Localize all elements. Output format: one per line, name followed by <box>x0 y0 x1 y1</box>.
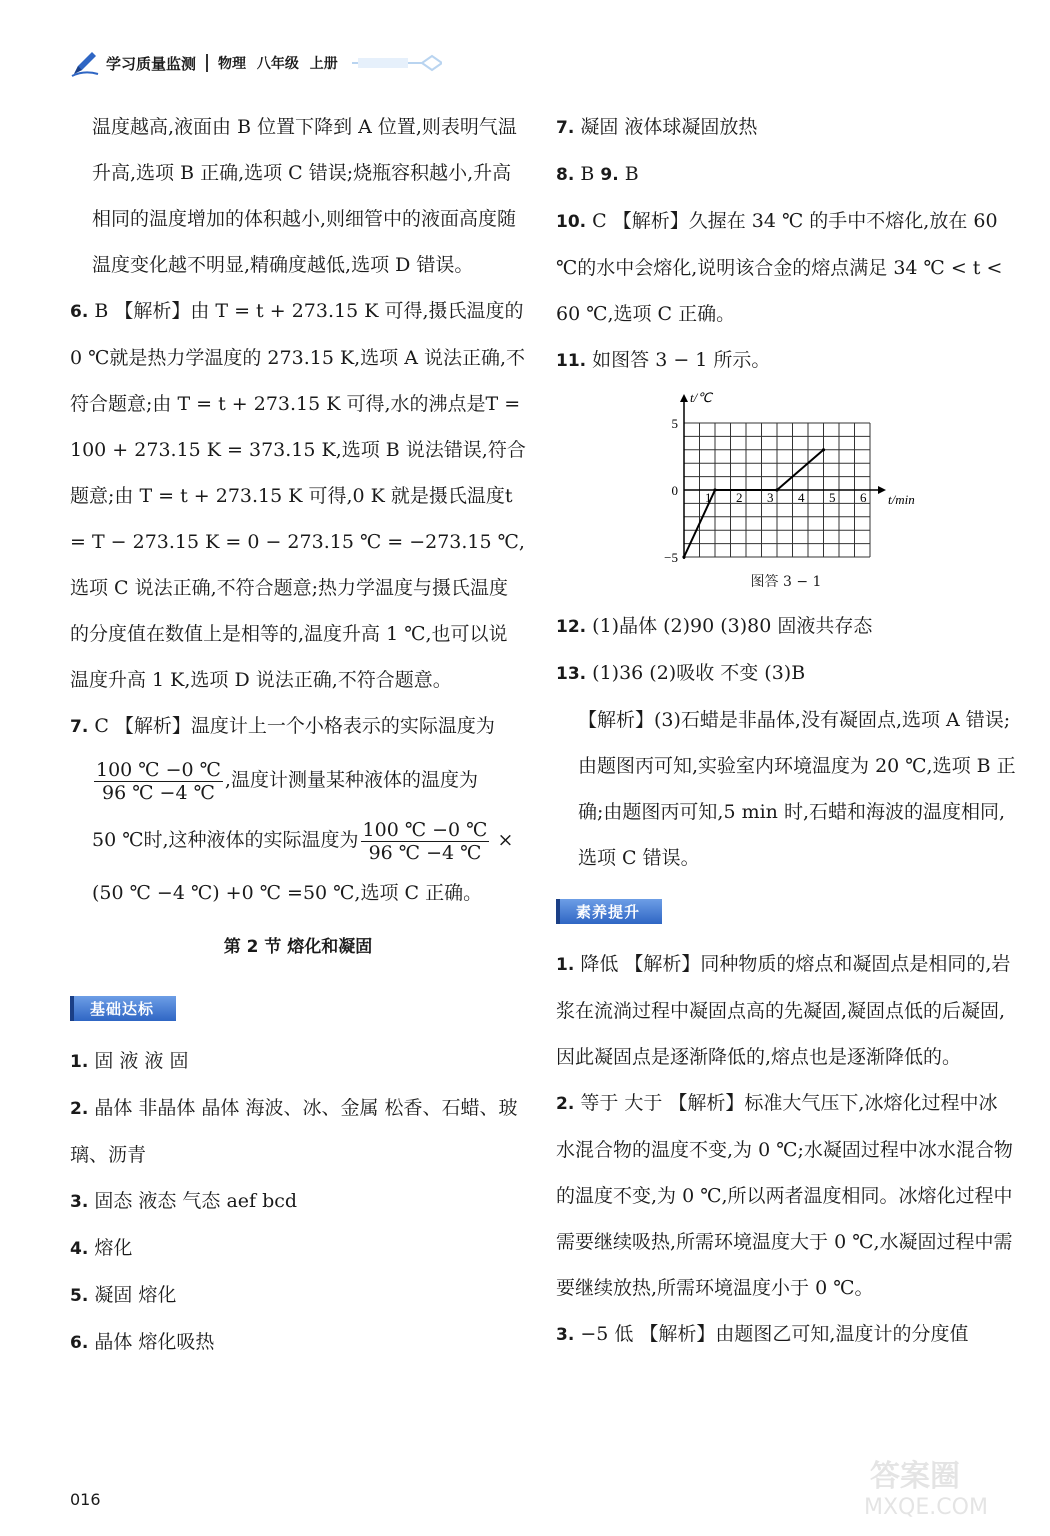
answer-6-number: 6. <box>70 302 89 322</box>
tag-advanced-wrap <box>556 881 1016 941</box>
figure-caption: 图答 3 − 1 <box>750 574 822 590</box>
x-axis-arrow <box>878 486 886 494</box>
answer-s1-text: 降低 【解析】同种物质的熔点和凝固点是相同的,岩浆在流淌过程中凝固点高的先凝固,凝固点低的后凝固,因此凝固点是逐渐降低的,熔点也是逐渐降低的。 <box>556 953 1011 1068</box>
answer-7-text-2: ,温度计测量某种液体的温度为 <box>224 769 478 791</box>
basic-answer-text: 固态 液态 气态 aef bcd <box>94 1190 298 1212</box>
page-number: 016 <box>70 1490 101 1509</box>
basic-answer-item <box>70 1225 526 1272</box>
answer-r11-text: 如图答 3 − 1 所示。 <box>592 349 771 371</box>
x-tick-label: 3 <box>767 490 774 505</box>
answer-7-fraction-line <box>70 750 526 810</box>
page-header <box>70 48 442 78</box>
header-title: 学习质量监测 <box>106 54 197 73</box>
fraction-2-numerator: 100 ℃ −0 ℃ <box>362 818 488 841</box>
y-tick-label: 5 <box>671 416 678 431</box>
basic-answers <box>70 1038 526 1366</box>
basic-answer-number: 1. <box>70 1052 89 1072</box>
answer-r9-number: 9. <box>600 165 619 185</box>
header-divider <box>206 54 208 72</box>
basic-answer-text: 凝固 熔化 <box>94 1284 177 1306</box>
answer-r11 <box>556 337 1016 384</box>
answer-7-line-3 <box>70 810 526 870</box>
answer-7 <box>70 703 526 750</box>
basic-answer-number: 4. <box>70 1239 89 1259</box>
answer-r8-number: 8. <box>556 165 575 185</box>
fraction-numerator: 100 ℃ −0 ℃ <box>96 758 221 781</box>
answer-5-continued: 温度越高,液面由 B 位置下降到 A 位置,则表明气温升高,选项 B 正确,选项 C 错误;烧瓶容积越小,升高相同的温度增加的体积越小,则细管中的液面高度随温度变化越不明显,精确度越低,选项 D 错误。 <box>92 116 517 276</box>
basic-answer-text: 固 液 液 固 <box>94 1050 189 1072</box>
answer-r7-text: 凝固 液体球凝固放热 <box>580 116 758 138</box>
header-decoration <box>352 50 442 76</box>
basic-answer-item <box>70 1085 526 1178</box>
answer-r10-text: C 【解析】久握在 34 ℃ 的手中不熔化,放在 60 ℃的水中会熔化,说明该合金的熔点满足 34 ℃ < t < 60 ℃,选项 C 正确。 <box>556 210 1003 325</box>
section-title: 第 2 节 熔化和凝固 <box>223 937 373 957</box>
basic-answer-item <box>70 1178 526 1225</box>
answer-r7-number: 7. <box>556 118 575 138</box>
data-point <box>682 555 685 558</box>
x-tick-label: 2 <box>736 490 743 505</box>
answer-s1-number: 1. <box>556 955 575 975</box>
answer-s3 <box>556 1311 1016 1358</box>
answer-s2 <box>556 1080 1016 1311</box>
basic-answer-item <box>70 1038 526 1085</box>
basic-answer-item <box>70 1272 526 1319</box>
y-tick-label: −5 <box>664 550 678 562</box>
x-tick-label: 1 <box>705 490 712 505</box>
data-point <box>713 488 716 491</box>
answer-r11-number: 11. <box>556 351 587 371</box>
fraction-2-denominator: 96 ℃ −4 ℃ <box>368 841 482 864</box>
y-axis-label: t/℃ <box>690 390 712 405</box>
answer-6 <box>70 288 526 703</box>
answer-r8-text: B <box>580 163 601 185</box>
answer-s2-number: 2. <box>556 1094 575 1114</box>
data-point <box>775 488 778 491</box>
tag-basic-wrap <box>70 978 526 1038</box>
fraction-denominator: 96 ℃ −4 ℃ <box>102 781 215 804</box>
basic-answer-text: 晶体 熔化吸热 <box>94 1331 215 1353</box>
answer-r13-number: 13. <box>556 664 587 684</box>
x-tick-label: 4 <box>798 490 805 505</box>
answer-6-text: B 【解析】由 T = t + 273.15 K 可得,摄氏温度的 0 ℃就是热力学温度的 273.15 K,选项 A 说法正确,不符合题意;由 T = t + 273.15 K 可得,水的沸点是T = 100 + 273.15 K = 373.15 K,选项 B 说法错误,符合题意;由 T = t + 273.15 K 可得,0 K 就是摄氏温度t = T − 273.15 K = 0 − 273.15 ℃ = −273.15 ℃,选项 C 说法正确,不符合题意;热力学温度与摄氏温度的分度值在数值上是相等的,温度升高 1 ℃,也可以说温度升高 1 K,选项 D 说法正确,不符合题意。 <box>70 300 526 691</box>
x-tick-label: 6 <box>860 490 867 505</box>
basic-answer-text: 晶体 非晶体 晶体 海波、冰、金属 松香、石蜡、玻璃、沥青 <box>70 1097 518 1166</box>
times-sign: × <box>491 829 514 851</box>
basic-answer-number: 5. <box>70 1286 89 1306</box>
answer-s3-text: −5 低 【解析】由题图乙可知,温度计的分度值 <box>580 1323 969 1345</box>
answer-r9-text: B <box>624 163 639 185</box>
y-axis-arrow <box>680 394 688 402</box>
answer-7-number: 7. <box>70 717 89 737</box>
right-column <box>556 104 1016 1358</box>
answer-7-text: C 【解析】温度计上一个小格表示的实际温度为 <box>94 715 495 737</box>
answer-r12-number: 12. <box>556 617 587 637</box>
svg-text:答案圈: 答案圈 <box>870 1459 960 1494</box>
answer-r13 <box>556 650 1016 697</box>
answer-r12 <box>556 603 1016 650</box>
fraction <box>94 759 223 804</box>
answer-s1 <box>556 941 1016 1080</box>
data-point <box>822 448 825 451</box>
basic-answer-text: 熔化 <box>94 1237 133 1259</box>
x-tick-label: 5 <box>829 490 836 505</box>
answer-r13-text: (1)36 (2)吸收 不变 (3)B <box>592 662 806 684</box>
fraction-2 <box>361 819 490 864</box>
answer-r7 <box>556 104 1016 151</box>
basic-answer-number: 6. <box>70 1333 89 1353</box>
x-axis-label: t/min <box>888 492 915 507</box>
watermark-logo <box>850 1452 1020 1522</box>
answer-r10-number: 10. <box>556 212 587 232</box>
answer-r12-text: (1)晶体 (2)90 (3)80 固液共存态 <box>592 615 873 637</box>
answer-r8-r9 <box>556 151 1016 198</box>
tag-basic: 基础达标 <box>70 996 176 1021</box>
answer-7-line-4: (50 ℃ −4 ℃) +0 ℃ =50 ℃,选项 C 正确。 <box>92 882 483 904</box>
answer-7-text-3: 50 ℃时,这种液体的实际温度为 <box>92 829 359 851</box>
basic-answer-number: 3. <box>70 1192 89 1212</box>
header-subtitle: 物理 八年级 上册 <box>218 56 338 72</box>
tag-advanced: 素养提升 <box>556 899 662 924</box>
basic-answer-number: 2. <box>70 1099 89 1119</box>
svg-text:MXQE.COM: MXQE.COM <box>864 1495 988 1520</box>
answer-s2-text: 等于 大于 【解析】标准大气压下,冰熔化过程中冰水混合物的温度不变,为 0 ℃;水凝固过程中冰水混合物的温度不变,为 0 ℃,所以两者温度相同。冰熔化过程中需要继续吸热,所需环境温度大于 0 ℃,水凝固过程中需要继续放热,所需环境温度小于 0 ℃。 <box>556 1092 1013 1299</box>
temperature-time-chart <box>652 390 922 562</box>
basic-answer-item <box>70 1319 526 1366</box>
answer-r13-explanation: 【解析】(3)石蜡是非晶体,没有凝固点,选项 A 错误;由题图丙可知,实验室内环境温度为 20 ℃,选项 B 正确;由题图丙可知,5 min 时,石蜡和海波的温度相同,选项 C 错误。 <box>578 709 1016 869</box>
pen-icon <box>70 48 100 78</box>
y-tick-label: 0 <box>671 483 678 498</box>
left-column <box>70 104 526 1366</box>
answer-r10 <box>556 198 1016 337</box>
answer-s3-number: 3. <box>556 1325 575 1345</box>
